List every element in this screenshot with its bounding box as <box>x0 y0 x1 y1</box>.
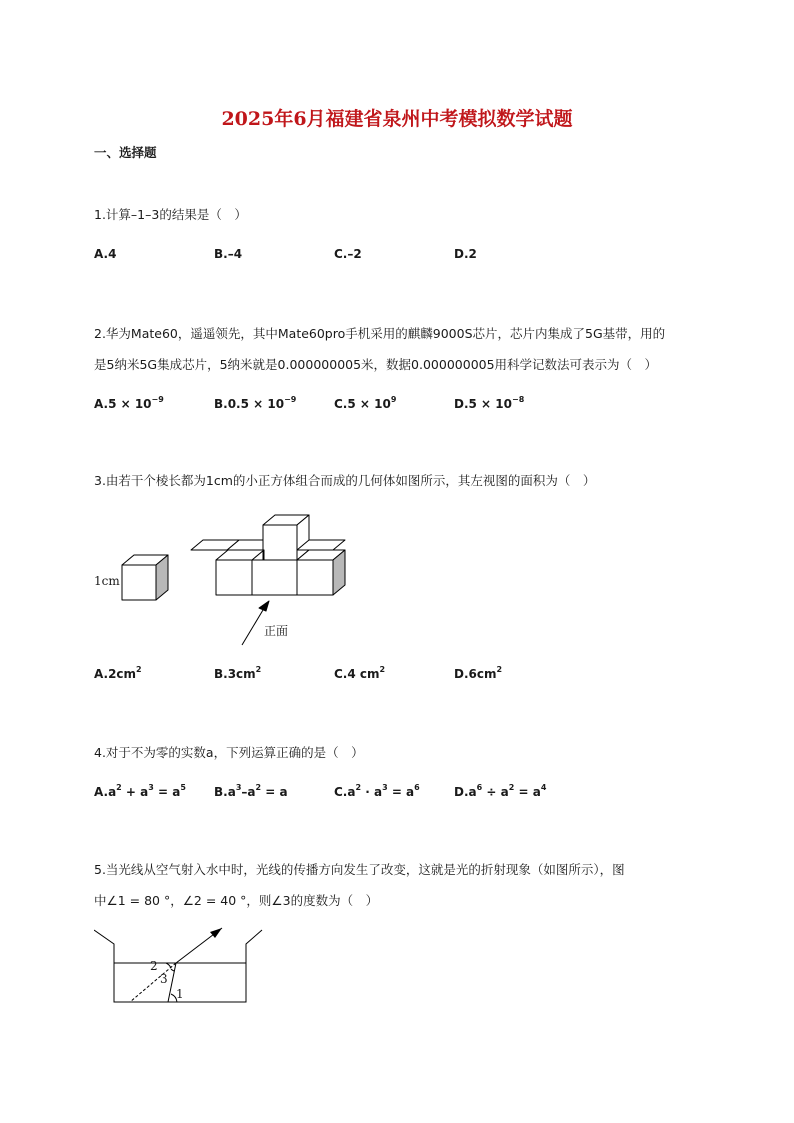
question-3-stem: 3.由若干个棱长都为1cm的小正方体组合而成的几何体如图所示，其左视图的面积为（ ） <box>94 473 596 488</box>
option-text: A.5 × 10 <box>94 397 152 411</box>
exponent: 6 <box>414 783 420 792</box>
cube-edge-label: 1cm <box>94 574 120 588</box>
option-c[interactable]: C.–2 <box>334 247 362 261</box>
exponent: 3 <box>148 783 154 792</box>
unit-cube <box>122 555 168 600</box>
exponent: 3 <box>382 783 388 792</box>
question-4-options <box>94 785 694 805</box>
term: = a <box>514 785 541 799</box>
term: = a <box>153 785 181 799</box>
exponent: 2 <box>496 665 503 674</box>
option-c[interactable] <box>334 667 385 681</box>
exponent: 2 <box>136 665 142 674</box>
option-text: C.5 × 10 <box>334 397 391 411</box>
angle-2-label: 2 <box>150 959 158 973</box>
option-a[interactable] <box>94 785 186 799</box>
option-d[interactable] <box>454 397 524 411</box>
question-2-line-2: 是5纳米5G集成芯片，5纳米就是0.000000005米，数据0.000000005用科学记数法可表示为（ ） <box>94 357 658 372</box>
exponent: 3 <box>235 783 242 792</box>
exponent: 2 <box>508 783 515 792</box>
composite-solid <box>191 515 345 595</box>
exponent: 2 <box>355 783 362 792</box>
question-5-line-2: 中∠1 = 80 °，∠2 = 40 °，则∠3的度数为（ ） <box>94 893 379 908</box>
angle-1-label: 1 <box>176 987 184 1001</box>
term: C.a <box>334 785 356 799</box>
exponent: −9 <box>284 395 297 404</box>
exponent: −9 <box>151 395 164 404</box>
option-a[interactable] <box>94 667 142 681</box>
option-text: B.0.5 × 10 <box>214 397 285 411</box>
term: D.a <box>454 785 477 799</box>
exponent: 2 <box>379 665 386 674</box>
angle-3-label: 3 <box>160 972 168 986</box>
angle-arc <box>166 963 171 968</box>
question-2-stem <box>94 318 714 380</box>
question-3-options <box>94 667 694 687</box>
question-4-stem: 4.对于不为零的实数a，下列运算正确的是（ ） <box>94 745 364 760</box>
question-1-stem: 1.计算–1–3的结果是（ ） <box>94 207 247 222</box>
cube-figure <box>94 505 364 650</box>
term: + a <box>121 785 149 799</box>
option-text: A.2cm <box>94 667 137 681</box>
term: A.a <box>94 785 117 799</box>
term: = a <box>261 785 288 799</box>
section-heading: 一、选择题 <box>94 145 157 160</box>
option-a[interactable]: A.4 <box>94 247 117 261</box>
option-b[interactable] <box>214 785 288 799</box>
option-text: B.3cm <box>214 667 256 681</box>
option-d[interactable] <box>454 667 502 681</box>
exponent: 6 <box>476 783 483 792</box>
ray-arrow <box>210 928 222 938</box>
question-2-line-1: 2.华为Mate60，遥遥领先，其中Mate60pro手机采用的麒麟9000S芯片，芯片内集成了5G基带，用的 <box>94 326 666 341</box>
option-d[interactable] <box>454 785 546 799</box>
exponent: 5 <box>180 783 186 792</box>
option-text: C.4 cm <box>334 667 380 681</box>
exponent: 4 <box>540 783 547 792</box>
question-2-options <box>94 397 694 417</box>
question-5-stem <box>94 854 714 916</box>
option-text: D.5 × 10 <box>454 397 512 411</box>
question-5-line-1: 5.当光线从空气射入水中时，光线的传播方向发生了改变，这就是光的折射现象（如图所示），图 <box>94 862 625 877</box>
option-b[interactable] <box>214 667 261 681</box>
exponent: 9 <box>390 395 397 404</box>
option-a[interactable] <box>94 397 164 411</box>
exponent: 2 <box>255 665 262 674</box>
term: ÷ a <box>482 785 509 799</box>
option-b[interactable] <box>214 397 296 411</box>
option-c[interactable] <box>334 785 420 799</box>
option-c[interactable] <box>334 397 396 411</box>
exponent: 2 <box>116 783 122 792</box>
option-d[interactable]: D.2 <box>454 247 477 261</box>
exponent: −8 <box>511 395 525 404</box>
term: = a <box>387 785 415 799</box>
term: · a <box>361 785 383 799</box>
page-title: 2025年6月福建省泉州中考模拟数学试题 <box>221 108 573 130</box>
option-b[interactable]: B.–4 <box>214 247 243 261</box>
question-1-options <box>94 247 694 267</box>
exponent: 2 <box>255 783 262 792</box>
front-view-label: 正面 <box>264 624 289 638</box>
option-text: D.6cm <box>454 667 497 681</box>
angle-arc <box>171 969 174 971</box>
term: –a <box>241 785 256 799</box>
term: B.a <box>214 785 236 799</box>
